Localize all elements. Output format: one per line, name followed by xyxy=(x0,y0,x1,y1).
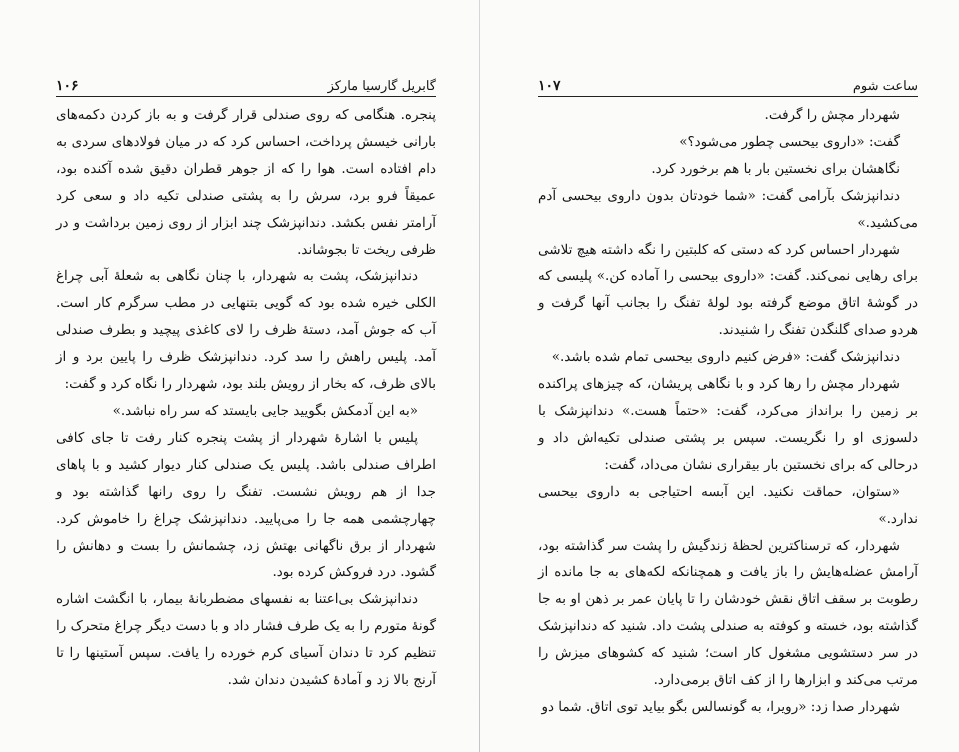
right-paragraph-1: شهردار مچش را گرفت. xyxy=(764,107,900,123)
right-page-number: ۱۰۷ xyxy=(538,78,561,94)
left-paragraph-5: دندانپزشک بی‌اعتنا به نفسهای مضطربانهٔ بیمار، با انگشت اشاره گونهٔ متورم را به یک طرف فشار داد و با دست دیگر چراغ متحرک را تنظیم کرد تا دندان آسیای کرم خورده را یافت. سپس آستینها را تا آرنج بالا زد و آمادهٔ کشیدن دندان شد. xyxy=(56,591,436,689)
right-page xyxy=(480,0,959,752)
left-page-header xyxy=(56,74,436,94)
right-paragraph-7: شهردار مچش را رها کرد و با نگاهی پریشان، که چیزهای پراکنده بر زمین را برانداز می‌کرد، گفت: «حتماً هست.» دندانپزشک با دلسوزی او را نگریست. سپس بر پشتی صندلی تکیه‌اش داد و درحالی که برای نخستین بار بیقراری نشان می‌داد، گفت: xyxy=(538,376,918,473)
left-running-title: گابریل گارسیا مارکز xyxy=(327,79,436,94)
left-page-body xyxy=(56,102,436,694)
right-paragraph-5: شهردار احساس کرد که دستی که کلبتین را نگه داشته هیچ تلاشی برای رهایی نمی‌کند. گفت: «داروی بیحسی را آماده کن.» پلیسی که در گوشهٔ اتاق موضع گرفته بود لولهٔ تفنگ را بجانب آنها گرفت و هردو صدای گلنگدن تفنگ را شنیدند. xyxy=(538,241,918,339)
right-header-rule xyxy=(538,96,918,97)
left-paragraph-1: پنجره. هنگامی که روی صندلی قرار گرفت و به باز کردن دکمه‌های بارانی خیسش پرداخت، احساس کرد که در میان فولادهای سردی به دام افتاده است. هوا را که از جوهر قطران دقیق شده آکنده بود، عمیقاً فرو برد، سرش را به پشتی صندلی تکیه داد و سعی کرد آرامتر نفس بکشد. دندانپزشک چند ابزار از روی زمین برداشت و در ظرفی ریخت تا بجوشاند. xyxy=(56,107,436,258)
left-paragraph-4: پلیس با اشارهٔ شهردار از پشت پنجره کنار رفت تا جای کافی اطراف صندلی باشد. پلیس یک صندلی کنار دیوار کشید و با پاهای جدا از هم رویش نشست. تفنگ را روی رانها گذاشته بود و چهارچشمی همه جا را می‌پایید. دندانپزشک چراغ را خاموش کرد. شهردار از برق ناگهانی بهتش زد، چشمانش را بست و دهانش را گشود. درد فروکش کرده بود. xyxy=(56,429,436,581)
right-paragraph-8: «ستوان، حماقت نکنید. این آبسه احتیاجی به داروی بیحسی ندارد.» xyxy=(538,483,918,527)
left-page-number: ۱۰۶ xyxy=(56,78,79,94)
right-paragraph-3: نگاهشان برای نخستین بار با هم برخورد کرد. xyxy=(651,160,900,177)
left-paragraph-2: دندانپزشک، پشت به شهردار، با چنان نگاهی به شعلهٔ آبی چراغ الکلی خیره شده بود که گویی بتنهایی در مطب سرگرم کار است. آب که جوش آمد، دستهٔ ظرف را لای کاغذی پیچید و بطرف صندلی آمد. پلیس راهش را سد کرد. دندانپزشک ظرف را پایین برد و از بالای ظرف، که بخار از رویش بلند بود، شهردار را نگاه کرد و گفت: xyxy=(56,268,436,393)
right-paragraph-10: شهردار صدا زد: «رویرا، به گونسالس بگو بیاید توی اتاق. شما دو xyxy=(541,698,900,715)
right-paragraph-4: دندانپزشک بآرامی گفت: «شما خودتان بدون داروی بیحسی آدم می‌کشید.» xyxy=(538,187,918,231)
right-paragraph-2: گفت: «داروی بیحسی چطور می‌شود؟» xyxy=(679,133,900,150)
right-running-title: ساعت شوم xyxy=(852,79,918,94)
left-header-rule xyxy=(56,96,436,97)
right-page-body xyxy=(538,102,918,721)
right-paragraph-9: شهردار، که ترسناکترین لحظهٔ زندگیش را پشت سر گذاشته بود، آرامش عضله‌هایش را باز یافت و همچنانکه لکه‌های به جا مانده از رطوبت بر سقف اتاق نقش خودشان را تا پایان عمر بر ذهن او به جا گذاشته بود، خسته و کوفته به صندلی پشت داد. شنید که دندانپزشک در سر دستشویی مشغول کار است؛ شنید که کشوهای میزش را مرتب می‌کند و ابزارها را از کف اتاق برمی‌دارد. xyxy=(538,537,918,689)
right-paragraph-6: دندانپزشک گفت: «فرض کنیم داروی بیحسی تمام شده باشد.» xyxy=(551,349,900,366)
right-page-header xyxy=(538,74,918,94)
left-paragraph-3: «به این آدمکش بگویید جایی بایستد که سر راه نباشد.» xyxy=(112,402,418,419)
